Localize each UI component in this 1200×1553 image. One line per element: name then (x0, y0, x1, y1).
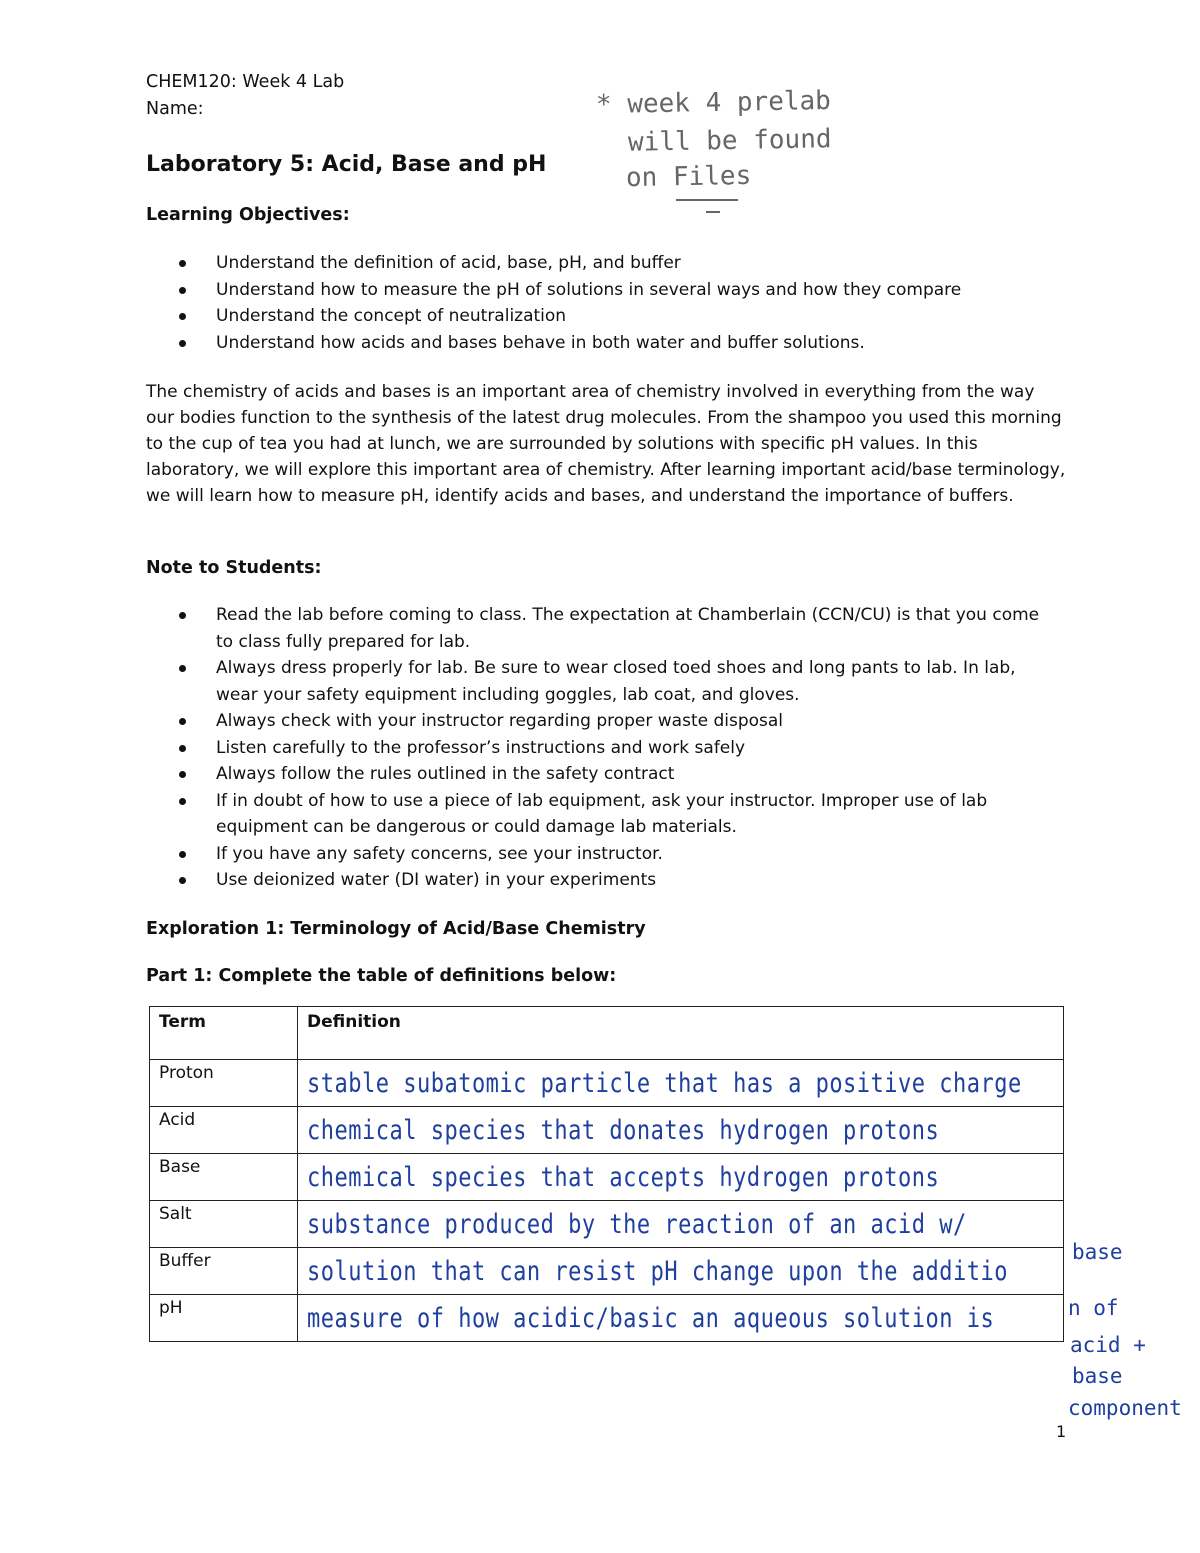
handwritten-note-line-2: will be found (627, 124, 832, 158)
note-item: If you have any safety concerns, see your instructor. (170, 841, 1050, 868)
course-title: CHEM120: Week 4 Lab (146, 72, 345, 92)
handwritten-definition: solution that can resist pH change upon the additio (307, 1257, 1009, 1287)
definition-cell[interactable] (298, 1295, 1064, 1342)
definition-cell[interactable] (298, 1201, 1064, 1248)
note-item: Read the lab before coming to class. The expectation at Chamberlain (CCN/CU) is that you come to class fully prepared for lab. (170, 602, 1050, 655)
handwritten-definition: chemical species that donates hydrogen protons (307, 1116, 940, 1146)
table-row (150, 1107, 1064, 1154)
handwritten-overflow-buffer: n of (1068, 1296, 1119, 1320)
table-row (150, 1060, 1064, 1107)
objective-item: Understand the definition of acid, base, pH, and buffer (170, 250, 1070, 277)
objective-item: Understand the concept of neutralization (170, 303, 1070, 330)
intro-paragraph: The chemistry of acids and bases is an important area of chemistry involved in everything from the way our bodies function to the synthesis of the latest drug molecules. From the shampoo you used this morning to the cup of tea you had at lunch, we are surrounded by solutions with specific pH values. In this laboratory, we will explore this important area of chemistry. After learning important acid/base terminology, we will learn how to measure pH, identify acids and bases, and understand the importance of buffers. (146, 382, 1066, 506)
table-header-row (150, 1007, 1064, 1060)
term-cell: Base (150, 1154, 298, 1201)
handwritten-overflow-buffer-3: base (1072, 1364, 1123, 1388)
term-cell: Buffer (150, 1248, 298, 1295)
handwritten-underline (676, 199, 738, 201)
table-row (150, 1201, 1064, 1248)
handwritten-definition: stable subatomic particle that has a positive charge (307, 1069, 1022, 1099)
name-label: Name: (146, 99, 204, 119)
objective-item: Understand how to measure the pH of solutions in several ways and how they compare (170, 277, 1070, 304)
note-item: Listen carefully to the professor’s instructions and work safely (170, 735, 1050, 762)
handwritten-definition: chemical species that accepts hydrogen protons (307, 1163, 940, 1193)
definition-cell[interactable] (298, 1248, 1064, 1295)
note-to-students-heading: Note to Students: (146, 558, 322, 578)
table-row (150, 1248, 1064, 1295)
note-item: If in doubt of how to use a piece of lab equipment, ask your instructor. Improper use of lab equipment can be dangerous or could damage lab materials. (170, 788, 1050, 841)
term-column-header: Term (150, 1007, 298, 1060)
definition-column-header: Definition (298, 1007, 1064, 1060)
lab-title: Laboratory 5: Acid, Base and pH (146, 152, 547, 177)
table-row (150, 1154, 1064, 1201)
term-cell: pH (150, 1295, 298, 1342)
note-item: Always dress properly for lab. Be sure to wear closed toed shoes and long pants to lab. In lab, wear your safety equipment including goggles, lab coat, and gloves. (170, 655, 1050, 708)
handwritten-overflow-salt: base (1072, 1240, 1123, 1264)
term-cell: Proton (150, 1060, 298, 1107)
handwritten-definition: measure of how acidic/basic an aqueous solution is (307, 1304, 995, 1334)
handwritten-dash (706, 211, 720, 213)
handwritten-note-line-3: on Files (625, 160, 752, 194)
table-row (150, 1295, 1064, 1342)
definition-cell[interactable] (298, 1107, 1064, 1154)
note-item: Always follow the rules outlined in the safety contract (170, 761, 1050, 788)
learning-objectives-heading: Learning Objectives: (146, 205, 350, 225)
handwritten-note-line-1: * week 4 prelab (595, 85, 832, 121)
definition-cell[interactable] (298, 1060, 1064, 1107)
objective-item: Understand how acids and bases behave in both water and buffer solutions. (170, 330, 1070, 357)
learning-objectives-list (170, 250, 1070, 356)
part-heading: Part 1: Complete the table of definitions below: (146, 966, 617, 986)
note-item: Use deionized water (DI water) in your experiments (170, 867, 1050, 894)
handwritten-overflow-buffer-4: component (1068, 1396, 1182, 1420)
term-cell: Acid (150, 1107, 298, 1154)
handwritten-definition: substance produced by the reaction of an acid w/ (307, 1210, 967, 1240)
page-number: 1 (1056, 1422, 1067, 1441)
exploration-heading: Exploration 1: Terminology of Acid/Base Chemistry (146, 919, 646, 939)
definitions-table (149, 1006, 1064, 1342)
note-to-students-list (170, 602, 1050, 894)
definition-cell[interactable] (298, 1154, 1064, 1201)
term-cell: Salt (150, 1201, 298, 1248)
handwritten-overflow-buffer-2: acid + (1070, 1333, 1146, 1357)
note-item: Always check with your instructor regarding proper waste disposal (170, 708, 1050, 735)
